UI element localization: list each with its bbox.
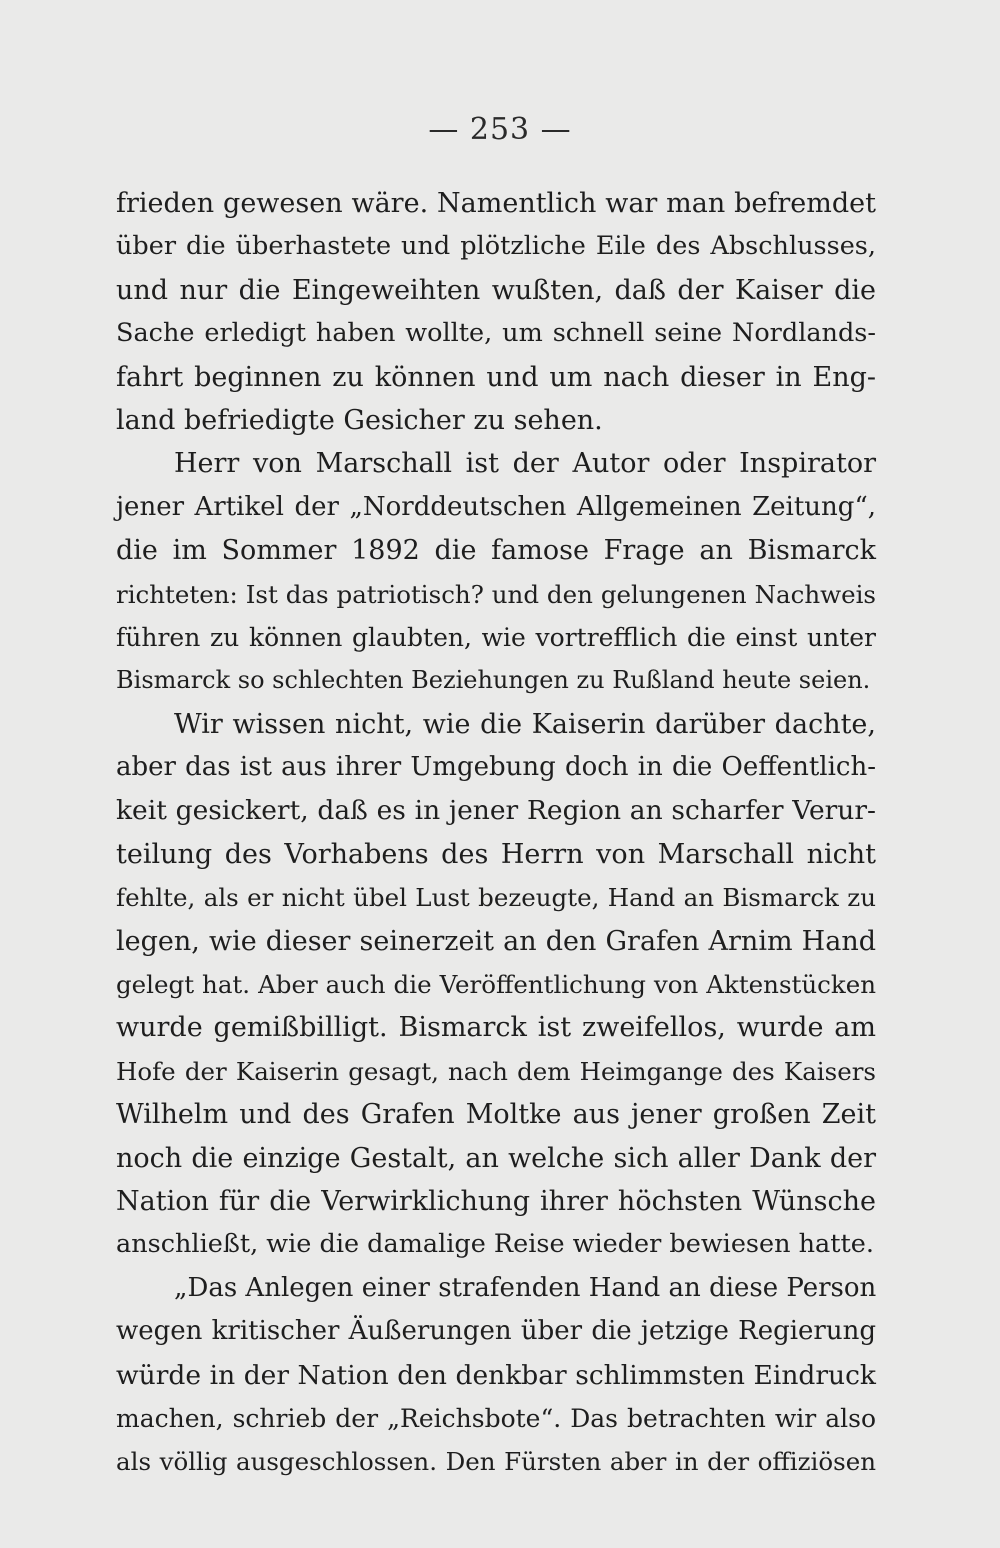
text-line: Wilhelm und des Grafen Moltke aus jener großen Zeit xyxy=(116,1099,876,1131)
text-line: und nur die Eingeweihten wußten, daß der Kaiser die xyxy=(116,274,876,306)
page-number: — 253 — xyxy=(428,112,572,147)
text-line: wurde gemißbilligt. Bismarck ist zweifellos, wurde am xyxy=(116,1012,876,1044)
text-line: als völlig ausgeschlossen. Den Fürsten aber in der offiziösen xyxy=(116,1447,876,1477)
paragraph-start-line: „Das Anlegen einer strafenden Hand an diese Person xyxy=(174,1272,877,1303)
text-line: Bismarck so schlechten Beziehungen zu Rußland heute seien. xyxy=(116,666,871,695)
text-line: teilung des Vorhabens des Herrn von Marschall nicht xyxy=(116,838,876,870)
text-line: fahrt beginnen zu können und um nach dieser in Eng- xyxy=(116,361,876,393)
text-line: gelegt hat. Aber auch die Veröffentlichung von Aktenstücken xyxy=(116,970,876,1000)
text-line: land befriedigte Gesicher zu sehen. xyxy=(116,404,603,436)
paragraph-start-line: Herr von Marschall ist der Autor oder Inspirator xyxy=(174,448,876,480)
text-line: über die überhastete und plötzliche Eile des Abschlusses, xyxy=(116,231,876,262)
text-line: richteten: Ist das patriotisch? und den gelungenen Nachweis xyxy=(116,579,876,609)
text-line: aber das ist aus ihrer Umgebung doch in die Oeffentlich- xyxy=(116,752,876,783)
text-line: machen, schrieb der „Reichsbote“. Das betrachten wir also xyxy=(116,1403,876,1433)
text-line: legen, wie dieser seinerzeit an den Grafen Arnim Hand xyxy=(116,925,876,957)
text-line: Hofe der Kaiserin gesagt, nach dem Heimgange des Kaisers xyxy=(116,1056,876,1086)
text-line: keit gesickert, daß es in jener Region an scharfer Verur- xyxy=(116,795,876,827)
text-line: frieden gewesen wäre. Namentlich war man befremdet xyxy=(116,188,876,219)
text-line: die im Sommer 1892 die famose Frage an Bismarck xyxy=(116,535,876,567)
text-line: Sache erledigt haben wollte, um schnell seine Nordlands- xyxy=(116,318,876,349)
text-line: noch die einzige Gestalt, an welche sich aller Dank der xyxy=(116,1142,876,1174)
paragraph-start-line: Wir wissen nicht, wie die Kaiserin darüber dachte, xyxy=(174,708,876,740)
text-line: führen zu können glaubten, wie vortrefflich die einst unter xyxy=(116,622,876,652)
text-line: fehlte, als er nicht übel Lust bezeugte, Hand an Bismarck zu xyxy=(116,883,876,913)
text-line: anschließt, wie die damalige Reise wieder bewiesen hatte. xyxy=(116,1229,874,1260)
text-line: wegen kritischer Äußerungen über die jetzige Regierung xyxy=(116,1316,876,1347)
text-line: Nation für die Verwirklichung ihrer höchsten Wünsche xyxy=(116,1185,876,1217)
text-line: würde in der Nation den denkbar schlimmsten Eindruck xyxy=(116,1359,876,1391)
body-text xyxy=(116,182,876,1484)
text-line: jener Artikel der „Norddeutschen Allgemeinen Zeitung“, xyxy=(116,491,876,522)
